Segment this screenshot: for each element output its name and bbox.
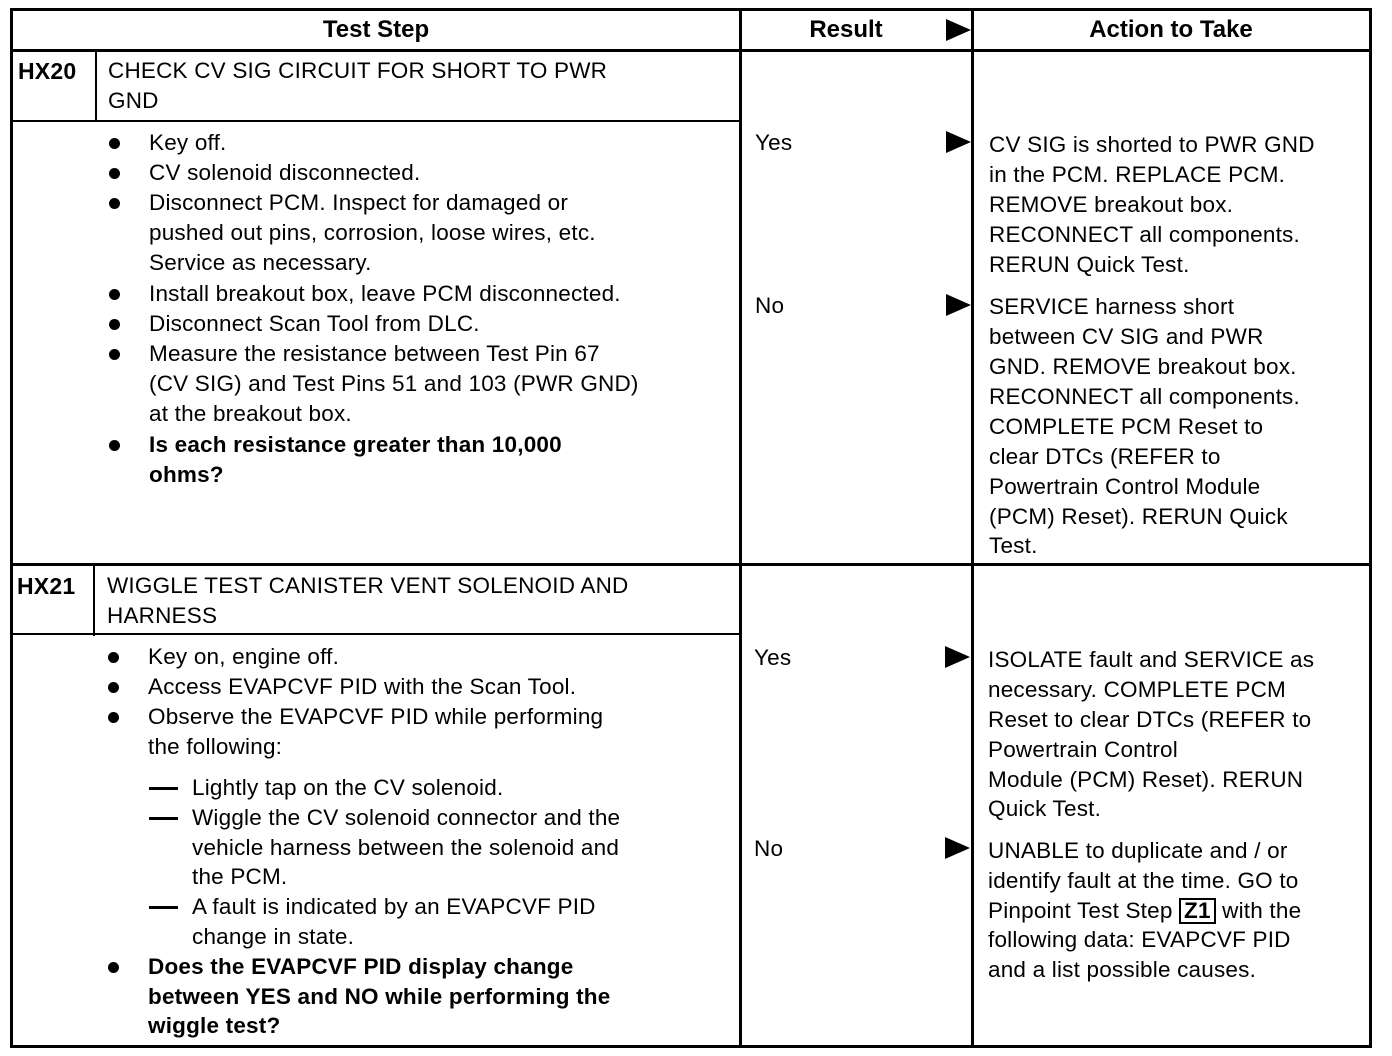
question-line: ohms?	[149, 462, 224, 487]
action-line: SERVICE harness short	[989, 294, 1235, 319]
action-line: Reset to clear DTCs (REFER to	[988, 707, 1312, 732]
bullet-icon	[109, 349, 120, 360]
instruction-line: Access EVAPCVF PID with the Scan Tool.	[148, 674, 577, 699]
header-test-step: Test Step	[322, 16, 430, 43]
action-line: Powertrain Control Module	[989, 474, 1261, 499]
bullet-icon	[108, 962, 119, 973]
table-bottom-border	[10, 1045, 1372, 1048]
question-line: Does the EVAPCVF PID display change	[148, 954, 574, 979]
header-arrow-icon	[946, 19, 971, 41]
step-id-hx20: HX20	[18, 58, 77, 84]
instruction-line: Key off.	[149, 130, 227, 155]
bullet-icon	[109, 198, 120, 209]
sub-instruction-line: vehicle harness between the solenoid and	[192, 835, 620, 860]
hx21-title-underline	[10, 633, 741, 635]
sub-instruction-line: the PCM.	[192, 864, 288, 889]
step-title-line: CHECK CV SIG CIRCUIT FOR SHORT TO PWR	[108, 58, 608, 83]
bullet-icon	[108, 712, 119, 723]
instruction-line: Disconnect PCM. Inspect for damaged or	[149, 190, 569, 215]
action-line: following data: EVAPCVF PID	[988, 927, 1291, 952]
table-left-border	[10, 8, 13, 1048]
arrow-icon	[946, 294, 971, 316]
arrow-icon	[945, 837, 970, 859]
action-line: UNABLE to duplicate and / or	[988, 838, 1288, 863]
header-divider	[10, 49, 1372, 52]
instruction-line: Service as necessary.	[149, 250, 372, 275]
action-line: RECONNECT all components.	[989, 222, 1300, 247]
action-line: CV SIG is shorted to PWR GND	[989, 132, 1315, 157]
section-divider	[10, 563, 1372, 566]
instruction-line: pushed out pins, corrosion, loose wires, etc.	[149, 220, 596, 245]
action-line: Quick Test.	[988, 796, 1102, 821]
action-line: Module (PCM) Reset). RERUN	[988, 767, 1304, 792]
step-title-line: WIGGLE TEST CANISTER VENT SOLENOID AND	[107, 573, 629, 598]
sub-instruction-line: Wiggle the CV solenoid connector and the	[192, 805, 621, 830]
result-yes: Yes	[754, 645, 792, 670]
result-no: No	[755, 293, 785, 318]
question-line: Is each resistance greater than 10,000	[149, 432, 562, 457]
arrow-icon	[945, 646, 970, 668]
header-result: Result	[809, 16, 883, 43]
instruction-line: at the breakout box.	[149, 401, 352, 426]
action-line: ISOLATE fault and SERVICE as	[988, 647, 1315, 672]
action-line: COMPLETE PCM Reset to	[989, 414, 1264, 439]
bullet-icon	[108, 652, 119, 663]
arrow-icon	[946, 131, 971, 153]
bullet-icon	[109, 138, 120, 149]
instruction-line: CV solenoid disconnected.	[149, 160, 421, 185]
instruction-line: Key on, engine off.	[148, 644, 340, 669]
question-line: wiggle test?	[148, 1013, 281, 1038]
hx20-id-divider	[95, 49, 97, 122]
action-line: Powertrain Control	[988, 737, 1178, 762]
action-line: and a list possible causes.	[988, 957, 1257, 982]
instruction-line: (CV SIG) and Test Pins 51 and 103 (PWR GND)	[149, 371, 639, 396]
step-reference-z1: Z1	[1179, 898, 1216, 924]
bullet-icon	[109, 168, 120, 179]
question-line: between YES and NO while performing the	[148, 984, 611, 1009]
hx20-title-underline	[10, 120, 741, 122]
sub-instruction-line: Lightly tap on the CV solenoid.	[192, 775, 504, 800]
action-line: RECONNECT all components.	[989, 384, 1300, 409]
action-line: REMOVE breakout box.	[989, 192, 1234, 217]
bullet-icon	[109, 440, 120, 451]
step-title-line: HARNESS	[107, 603, 218, 628]
action-line: RERUN Quick Test.	[989, 252, 1190, 277]
bullet-icon	[108, 682, 119, 693]
dash-mark	[149, 906, 178, 909]
sub-instruction-line: change in state.	[192, 924, 355, 949]
instruction-line: Measure the resistance between Test Pin 67	[149, 341, 600, 366]
hx21-id-divider	[93, 563, 95, 636]
dash-mark	[149, 817, 178, 820]
action-line: (PCM) Reset). RERUN Quick	[989, 504, 1288, 529]
header-action: Action to Take	[1089, 16, 1253, 43]
step-title-line: GND	[108, 88, 159, 113]
instruction-line: Install breakout box, leave PCM disconnected.	[149, 281, 621, 306]
sub-instruction-line: A fault is indicated by an EVAPCVF PID	[192, 894, 596, 919]
action-line: identify fault at the time. GO to	[988, 868, 1299, 893]
action-text: Pinpoint Test Step	[988, 898, 1180, 923]
action-line: Test.	[989, 533, 1038, 558]
action-line: in the PCM. REPLACE PCM.	[989, 162, 1286, 187]
action-text: with the	[1215, 898, 1302, 923]
action-line: clear DTCs (REFER to	[989, 444, 1221, 469]
bullet-icon	[109, 319, 120, 330]
column-divider-result	[739, 8, 742, 1048]
dash-mark	[149, 787, 178, 790]
column-divider-action	[971, 8, 974, 1048]
table-top-border	[10, 8, 1372, 11]
step-id-hx21: HX21	[17, 573, 76, 599]
action-line: GND. REMOVE breakout box.	[989, 354, 1297, 379]
result-no: No	[754, 836, 784, 861]
result-yes: Yes	[755, 130, 793, 155]
table-right-border	[1369, 8, 1372, 1048]
instruction-line: Observe the EVAPCVF PID while performing	[148, 704, 604, 729]
action-line: between CV SIG and PWR	[989, 324, 1264, 349]
instruction-line: Disconnect Scan Tool from DLC.	[149, 311, 480, 336]
action-line	[988, 896, 1301, 926]
action-line: necessary. COMPLETE PCM	[988, 677, 1287, 702]
bullet-icon	[109, 289, 120, 300]
instruction-line: the following:	[148, 734, 283, 759]
